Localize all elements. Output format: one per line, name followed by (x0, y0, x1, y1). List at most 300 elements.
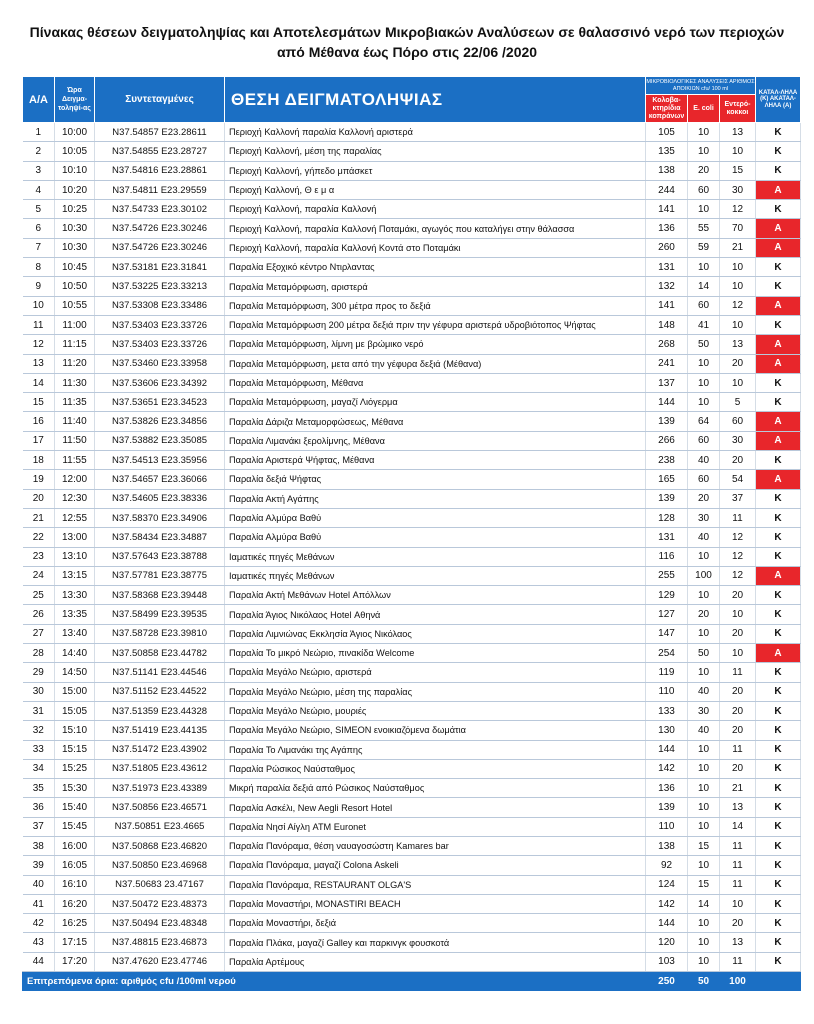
cell-ecoli: 30 (688, 508, 720, 527)
cell-site: Παραλία Το Λιμανάκι της Αγάπης (225, 740, 646, 759)
cell-time: 15:45 (55, 817, 95, 836)
table-row (23, 586, 801, 605)
cell-ecoli: 10 (688, 258, 720, 277)
cell-enterococci: 12 (720, 296, 756, 315)
cell-aa: 15 (23, 393, 55, 412)
cell-coordinates: N37.51805 E23.43612 (95, 759, 225, 778)
cell-time: 11:00 (55, 315, 95, 334)
cell-enterococci: 5 (720, 393, 756, 412)
cell-ecoli: 59 (688, 238, 720, 257)
cell-enterococci: 11 (720, 875, 756, 894)
cell-fecal-coliforms: 238 (646, 451, 688, 470)
cell-site: Παραλία Μεταμόρφωση, 300 μέτρα προς το δεξιά (225, 296, 646, 315)
cell-classification: Α (756, 566, 801, 585)
cell-fecal-coliforms: 119 (646, 663, 688, 682)
cell-ecoli: 40 (688, 682, 720, 701)
cell-enterococci: 20 (720, 624, 756, 643)
cell-coordinates: N37.54857 E23.28611 (95, 123, 225, 142)
cell-aa: 12 (23, 335, 55, 354)
cell-coordinates: N37.53308 E23.33486 (95, 296, 225, 315)
table-row (23, 759, 801, 778)
cell-time: 16:20 (55, 894, 95, 913)
cell-coordinates: N37.51419 E23.44135 (95, 721, 225, 740)
cell-enterococci: 10 (720, 315, 756, 334)
cell-time: 13:15 (55, 566, 95, 585)
header-sampling-site: ΘΕΣΗ ΔΕΙΓΜΑΤΟΛΗΨΙΑΣ (225, 77, 646, 123)
cell-site: Παραλία Ρώσικος Ναύσταθμος (225, 759, 646, 778)
table-row (23, 142, 801, 161)
table-row (23, 836, 801, 855)
results-table (22, 76, 801, 991)
cell-site: Περιοχή Καλλονή, παραλία Καλλονή Κοντά στο Ποταμάκι (225, 238, 646, 257)
cell-classification: Α (756, 238, 801, 257)
cell-site: Μικρή παραλία δεξιά από Ρώσικος Ναύσταθμος (225, 779, 646, 798)
title-line-1: Πίνακας θέσεων δειγματοληψίας και Αποτελεσμάτων Μικροβιακών Αναλύσεων σε θαλασσινό νερό των περιοχών (29, 24, 785, 40)
cell-fecal-coliforms: 137 (646, 373, 688, 392)
cell-time: 16:10 (55, 875, 95, 894)
cell-enterococci: 70 (720, 219, 756, 238)
cell-site: Παραλία Μεταμόρφωση, μετα από την γέφυρα δεξιά (Μέθανα) (225, 354, 646, 373)
cell-site: Παραλία Νησί Αίγλη ATM Euronet (225, 817, 646, 836)
cell-enterococci: 13 (720, 335, 756, 354)
cell-aa: 38 (23, 836, 55, 855)
cell-time: 12:00 (55, 470, 95, 489)
cell-fecal-coliforms: 139 (646, 798, 688, 817)
cell-time: 16:00 (55, 836, 95, 855)
cell-time: 10:25 (55, 200, 95, 219)
cell-site: Παραλία Μεγάλο Νεώριο, μέση της παραλίας (225, 682, 646, 701)
cell-time: 13:40 (55, 624, 95, 643)
cell-ecoli: 15 (688, 836, 720, 855)
cell-coordinates: N37.54811 E23.29559 (95, 180, 225, 199)
cell-site: Παραλία Μοναστήρι, MONASTIRI BEACH (225, 894, 646, 913)
cell-site: Παραλία Μεγάλο Νεώριο, αριστερά (225, 663, 646, 682)
table-row (23, 161, 801, 180)
cell-coordinates: N37.58728 E23.39810 (95, 624, 225, 643)
cell-site: Παραλία Πανόραμα, μαγαζί Colona Askeli (225, 856, 646, 875)
cell-aa: 3 (23, 161, 55, 180)
cell-coordinates: N37.53882 E23.35085 (95, 431, 225, 450)
cell-classification: Κ (756, 373, 801, 392)
cell-fecal-coliforms: 266 (646, 431, 688, 450)
cell-classification: Κ (756, 779, 801, 798)
table-row (23, 644, 801, 663)
cell-aa: 40 (23, 875, 55, 894)
cell-ecoli: 10 (688, 740, 720, 759)
cell-coordinates: N37.58368 E23.39448 (95, 586, 225, 605)
cell-fecal-coliforms: 132 (646, 277, 688, 296)
cell-coordinates: N37.51359 E23.44328 (95, 701, 225, 720)
cell-time: 10:30 (55, 238, 95, 257)
cell-time: 15:25 (55, 759, 95, 778)
cell-enterococci: 20 (720, 586, 756, 605)
header-microbiological-analyses: ΜΙΚΡΟΒΙΟΛΟΓΙΚΕΣ ΑΝΑΛΥΣΕΙΣ ΑΡΙΘΜΟΣ ΑΠΟΙΚΙΩΝ cfu/ 100 ml (646, 77, 756, 95)
cell-aa: 24 (23, 566, 55, 585)
table-row (23, 315, 801, 334)
cell-ecoli: 50 (688, 644, 720, 663)
cell-ecoli: 10 (688, 779, 720, 798)
cell-classification: Κ (756, 952, 801, 971)
cell-coordinates: N37.50856 E23.46571 (95, 798, 225, 817)
table-row (23, 508, 801, 527)
cell-time: 15:15 (55, 740, 95, 759)
cell-classification: Κ (756, 277, 801, 296)
cell-fecal-coliforms: 244 (646, 180, 688, 199)
cell-fecal-coliforms: 135 (646, 142, 688, 161)
cell-site: Παραλία δεξιά Ψήφτας (225, 470, 646, 489)
cell-time: 15:30 (55, 779, 95, 798)
table-row (23, 779, 801, 798)
cell-ecoli: 10 (688, 856, 720, 875)
cell-coordinates: N37.51141 E23.44546 (95, 663, 225, 682)
cell-aa: 19 (23, 470, 55, 489)
table-row (23, 817, 801, 836)
cell-coordinates: N37.50858 E23.44782 (95, 644, 225, 663)
limit-enterococci: 100 (720, 972, 756, 991)
cell-classification: Κ (756, 798, 801, 817)
cell-classification: Κ (756, 682, 801, 701)
cell-enterococci: 20 (720, 914, 756, 933)
cell-time: 10:20 (55, 180, 95, 199)
cell-coordinates: N37.51973 E23.43389 (95, 779, 225, 798)
cell-fecal-coliforms: 129 (646, 586, 688, 605)
cell-coordinates: N37.50683 23.47167 (95, 875, 225, 894)
table-row (23, 740, 801, 759)
table-row (23, 605, 801, 624)
cell-classification: Κ (756, 528, 801, 547)
cell-classification: Κ (756, 759, 801, 778)
cell-classification: Α (756, 412, 801, 431)
table-row (23, 277, 801, 296)
cell-time: 11:20 (55, 354, 95, 373)
cell-classification: Κ (756, 894, 801, 913)
cell-aa: 41 (23, 894, 55, 913)
cell-fecal-coliforms: 254 (646, 644, 688, 663)
cell-aa: 22 (23, 528, 55, 547)
cell-fecal-coliforms: 138 (646, 161, 688, 180)
cell-fecal-coliforms: 141 (646, 296, 688, 315)
cell-ecoli: 10 (688, 393, 720, 412)
cell-coordinates: N37.54657 E23.36066 (95, 470, 225, 489)
cell-aa: 39 (23, 856, 55, 875)
cell-aa: 5 (23, 200, 55, 219)
cell-time: 11:55 (55, 451, 95, 470)
title-line-2: από Μέθανα έως Πόρο στις 22/06 /2020 (276, 44, 538, 60)
cell-site: Περιοχή Καλλονή, παραλία Καλλονή Ποταμάκι, αγωγός που καταλήγει στην θάλασσα (225, 219, 646, 238)
cell-fecal-coliforms: 128 (646, 508, 688, 527)
cell-time: 13:10 (55, 547, 95, 566)
cell-site: Παραλία Λιμανάκι ξερολίμνης, Μέθανα (225, 431, 646, 450)
cell-fecal-coliforms: 130 (646, 721, 688, 740)
cell-aa: 34 (23, 759, 55, 778)
cell-ecoli: 20 (688, 161, 720, 180)
cell-ecoli: 14 (688, 277, 720, 296)
header-aa: Α/Α (23, 77, 55, 123)
cell-coordinates: N37.50472 E23.48373 (95, 894, 225, 913)
cell-coordinates: N37.58499 E23.39535 (95, 605, 225, 624)
cell-time: 11:50 (55, 431, 95, 450)
cell-fecal-coliforms: 144 (646, 914, 688, 933)
cell-classification: Κ (756, 701, 801, 720)
cell-coordinates: N37.50850 E23.46968 (95, 856, 225, 875)
header-fecal-coliforms: Κολοβα-κτηρίδια κοπράνων (646, 95, 688, 123)
cell-fecal-coliforms: 131 (646, 528, 688, 547)
cell-classification: Κ (756, 663, 801, 682)
cell-time: 11:30 (55, 373, 95, 392)
cell-site: Παραλία Μεγάλο Νεώριο, SIMEON ενοικιαζόμενα δωμάτια (225, 721, 646, 740)
cell-aa: 35 (23, 779, 55, 798)
document-title (0, 22, 814, 62)
cell-enterococci: 10 (720, 605, 756, 624)
cell-classification: Κ (756, 315, 801, 334)
cell-aa: 1 (23, 123, 55, 142)
table-row (23, 952, 801, 971)
cell-site: Παραλία Εξοχικό κέντρο Ντιρλαντας (225, 258, 646, 277)
cell-enterococci: 15 (720, 161, 756, 180)
cell-time: 16:05 (55, 856, 95, 875)
cell-aa: 44 (23, 952, 55, 971)
cell-time: 13:35 (55, 605, 95, 624)
cell-coordinates: N37.54855 E23.28727 (95, 142, 225, 161)
cell-enterococci: 11 (720, 740, 756, 759)
table-row (23, 451, 801, 470)
cell-site: Παραλία Μεταμόρφωση, λίμνη με βρώμικο νερό (225, 335, 646, 354)
cell-coordinates: N37.58434 E23.34887 (95, 528, 225, 547)
cell-site: Παραλία Ακτή Αγάπης (225, 489, 646, 508)
cell-fecal-coliforms: 142 (646, 894, 688, 913)
table-row (23, 238, 801, 257)
cell-classification: Κ (756, 817, 801, 836)
cell-classification: Α (756, 470, 801, 489)
header-time: Ώρα Δειγμα-τοληψί-ας (55, 77, 95, 123)
cell-coordinates: N37.50851 E23.4665 (95, 817, 225, 836)
cell-ecoli: 10 (688, 123, 720, 142)
cell-site: Περιοχή Καλλονή, μέση της παραλίας (225, 142, 646, 161)
cell-ecoli: 60 (688, 431, 720, 450)
cell-fecal-coliforms: 131 (646, 258, 688, 277)
table-row (23, 721, 801, 740)
cell-coordinates: N37.53403 E23.33726 (95, 335, 225, 354)
cell-time: 10:50 (55, 277, 95, 296)
cell-classification: Κ (756, 123, 801, 142)
limit-ecoli: 50 (688, 972, 720, 991)
cell-site: Ιαματικές πηγές Μεθάνων (225, 547, 646, 566)
cell-aa: 2 (23, 142, 55, 161)
cell-enterococci: 13 (720, 123, 756, 142)
cell-site: Ιαματικές πηγές Μεθάνων (225, 566, 646, 585)
cell-aa: 13 (23, 354, 55, 373)
header-ecoli: E. coli (688, 95, 720, 123)
cell-time: 11:40 (55, 412, 95, 431)
cell-time: 15:40 (55, 798, 95, 817)
cell-coordinates: N37.57781 E23.38775 (95, 566, 225, 585)
cell-site: Παραλία Αρτέμους (225, 952, 646, 971)
cell-ecoli: 64 (688, 412, 720, 431)
cell-coordinates: N37.54513 E23.35956 (95, 451, 225, 470)
cell-fecal-coliforms: 92 (646, 856, 688, 875)
cell-ecoli: 100 (688, 566, 720, 585)
cell-aa: 28 (23, 644, 55, 663)
cell-time: 17:15 (55, 933, 95, 952)
cell-classification: Κ (756, 605, 801, 624)
cell-ecoli: 60 (688, 470, 720, 489)
cell-ecoli: 55 (688, 219, 720, 238)
cell-aa: 10 (23, 296, 55, 315)
table-row (23, 393, 801, 412)
table-row (23, 933, 801, 952)
cell-time: 10:00 (55, 123, 95, 142)
cell-classification: Α (756, 431, 801, 450)
table-row (23, 566, 801, 585)
cell-fecal-coliforms: 124 (646, 875, 688, 894)
cell-site: Περιοχή Καλλονή, γήπεδο μπάσκετ (225, 161, 646, 180)
cell-enterococci: 60 (720, 412, 756, 431)
cell-aa: 17 (23, 431, 55, 450)
cell-enterococci: 20 (720, 451, 756, 470)
cell-enterococci: 10 (720, 142, 756, 161)
cell-ecoli: 10 (688, 547, 720, 566)
cell-time: 10:45 (55, 258, 95, 277)
cell-aa: 37 (23, 817, 55, 836)
cell-enterococci: 37 (720, 489, 756, 508)
cell-site: Παραλία Μεταμόρφωση, Μέθανα (225, 373, 646, 392)
cell-coordinates: N37.53460 E23.33958 (95, 354, 225, 373)
cell-enterococci: 30 (720, 180, 756, 199)
cell-fecal-coliforms: 138 (646, 836, 688, 855)
table-row (23, 547, 801, 566)
cell-time: 15:05 (55, 701, 95, 720)
table-row (23, 856, 801, 875)
cell-ecoli: 60 (688, 296, 720, 315)
table-row (23, 431, 801, 450)
cell-time: 11:35 (55, 393, 95, 412)
cell-time: 13:00 (55, 528, 95, 547)
cell-classification: Κ (756, 740, 801, 759)
cell-enterococci: 10 (720, 373, 756, 392)
cell-site: Παραλία Ασκέλι, New Aegli Resort Hotel (225, 798, 646, 817)
cell-enterococci: 20 (720, 682, 756, 701)
cell-site: Παραλία Αλμύρα Βαθύ (225, 528, 646, 547)
cell-time: 17:20 (55, 952, 95, 971)
cell-classification: Κ (756, 875, 801, 894)
cell-aa: 33 (23, 740, 55, 759)
cell-fecal-coliforms: 268 (646, 335, 688, 354)
cell-site: Παραλία Μεταμόρφωση, αριστερά (225, 277, 646, 296)
cell-aa: 6 (23, 219, 55, 238)
cell-fecal-coliforms: 147 (646, 624, 688, 643)
header-coordinates: Συντεταγμένες (95, 77, 225, 123)
cell-enterococci: 10 (720, 277, 756, 296)
cell-enterococci: 13 (720, 798, 756, 817)
cell-ecoli: 40 (688, 721, 720, 740)
cell-classification: Κ (756, 393, 801, 412)
cell-classification: Α (756, 219, 801, 238)
cell-site: Παραλία Αριστερά Ψήφτας, Μέθανα (225, 451, 646, 470)
cell-aa: 27 (23, 624, 55, 643)
table-row (23, 335, 801, 354)
cell-ecoli: 10 (688, 759, 720, 778)
cell-classification: Κ (756, 624, 801, 643)
cell-fecal-coliforms: 148 (646, 315, 688, 334)
cell-time: 12:55 (55, 508, 95, 527)
table-row (23, 258, 801, 277)
cell-classification: Κ (756, 142, 801, 161)
cell-enterococci: 20 (720, 759, 756, 778)
cell-site: Παραλία Λιμνιώνας Εκκλησία Άγιος Νικόλαος (225, 624, 646, 643)
table-row (23, 123, 801, 142)
table-row (23, 894, 801, 913)
cell-site: Παραλία Άγιος Νικόλαος Hotel Αθηνά (225, 605, 646, 624)
cell-ecoli: 10 (688, 373, 720, 392)
cell-coordinates: N37.53181 E23.31841 (95, 258, 225, 277)
table-row (23, 489, 801, 508)
cell-enterococci: 12 (720, 528, 756, 547)
cell-enterococci: 11 (720, 508, 756, 527)
cell-coordinates: N37.50868 E23.46820 (95, 836, 225, 855)
cell-fecal-coliforms: 241 (646, 354, 688, 373)
cell-time: 10:05 (55, 142, 95, 161)
cell-aa: 23 (23, 547, 55, 566)
cell-ecoli: 50 (688, 335, 720, 354)
cell-fecal-coliforms: 127 (646, 605, 688, 624)
cell-coordinates: N37.53225 E23.33213 (95, 277, 225, 296)
cell-fecal-coliforms: 105 (646, 123, 688, 142)
cell-enterococci: 54 (720, 470, 756, 489)
cell-fecal-coliforms: 142 (646, 759, 688, 778)
cell-ecoli: 10 (688, 354, 720, 373)
cell-fecal-coliforms: 141 (646, 200, 688, 219)
cell-enterococci: 12 (720, 547, 756, 566)
cell-ecoli: 60 (688, 180, 720, 199)
cell-aa: 20 (23, 489, 55, 508)
table-row (23, 682, 801, 701)
cell-fecal-coliforms: 260 (646, 238, 688, 257)
table-row (23, 373, 801, 392)
cell-ecoli: 10 (688, 624, 720, 643)
header-classification: ΚΑΤΑΛ-ΛΗΛΑ (Κ) ΑΚΑΤΑΛ-ΛΗΛΑ (Α) (756, 77, 801, 123)
cell-coordinates: N37.58370 E23.34906 (95, 508, 225, 527)
cell-aa: 21 (23, 508, 55, 527)
cell-aa: 4 (23, 180, 55, 199)
cell-time: 13:30 (55, 586, 95, 605)
cell-enterococci: 20 (720, 701, 756, 720)
cell-classification: Κ (756, 161, 801, 180)
limit-coliforms: 250 (646, 972, 688, 991)
cell-site: Περιοχή Καλλονή, παραλία Καλλονή (225, 200, 646, 219)
cell-classification: Κ (756, 508, 801, 527)
cell-aa: 11 (23, 315, 55, 334)
cell-aa: 42 (23, 914, 55, 933)
cell-site: Περιοχή Καλλονή παραλία Καλλονή αριστερά (225, 123, 646, 142)
cell-coordinates: N37.53403 E23.33726 (95, 315, 225, 334)
cell-fecal-coliforms: 144 (646, 740, 688, 759)
cell-site: Παραλία Ακτή Μεθάνων Hotel Απόλλων (225, 586, 646, 605)
cell-time: 15:00 (55, 682, 95, 701)
table-row (23, 180, 801, 199)
cell-coordinates: N37.53826 E23.34856 (95, 412, 225, 431)
cell-fecal-coliforms: 110 (646, 682, 688, 701)
cell-coordinates: N37.54733 E23.30102 (95, 200, 225, 219)
cell-fecal-coliforms: 103 (646, 952, 688, 971)
cell-aa: 14 (23, 373, 55, 392)
cell-coordinates: N37.54605 E23.38336 (95, 489, 225, 508)
cell-classification: Κ (756, 258, 801, 277)
cell-coordinates: N37.54816 E23.28861 (95, 161, 225, 180)
cell-enterococci: 10 (720, 644, 756, 663)
cell-enterococci: 11 (720, 952, 756, 971)
cell-enterococci: 11 (720, 856, 756, 875)
cell-ecoli: 10 (688, 914, 720, 933)
